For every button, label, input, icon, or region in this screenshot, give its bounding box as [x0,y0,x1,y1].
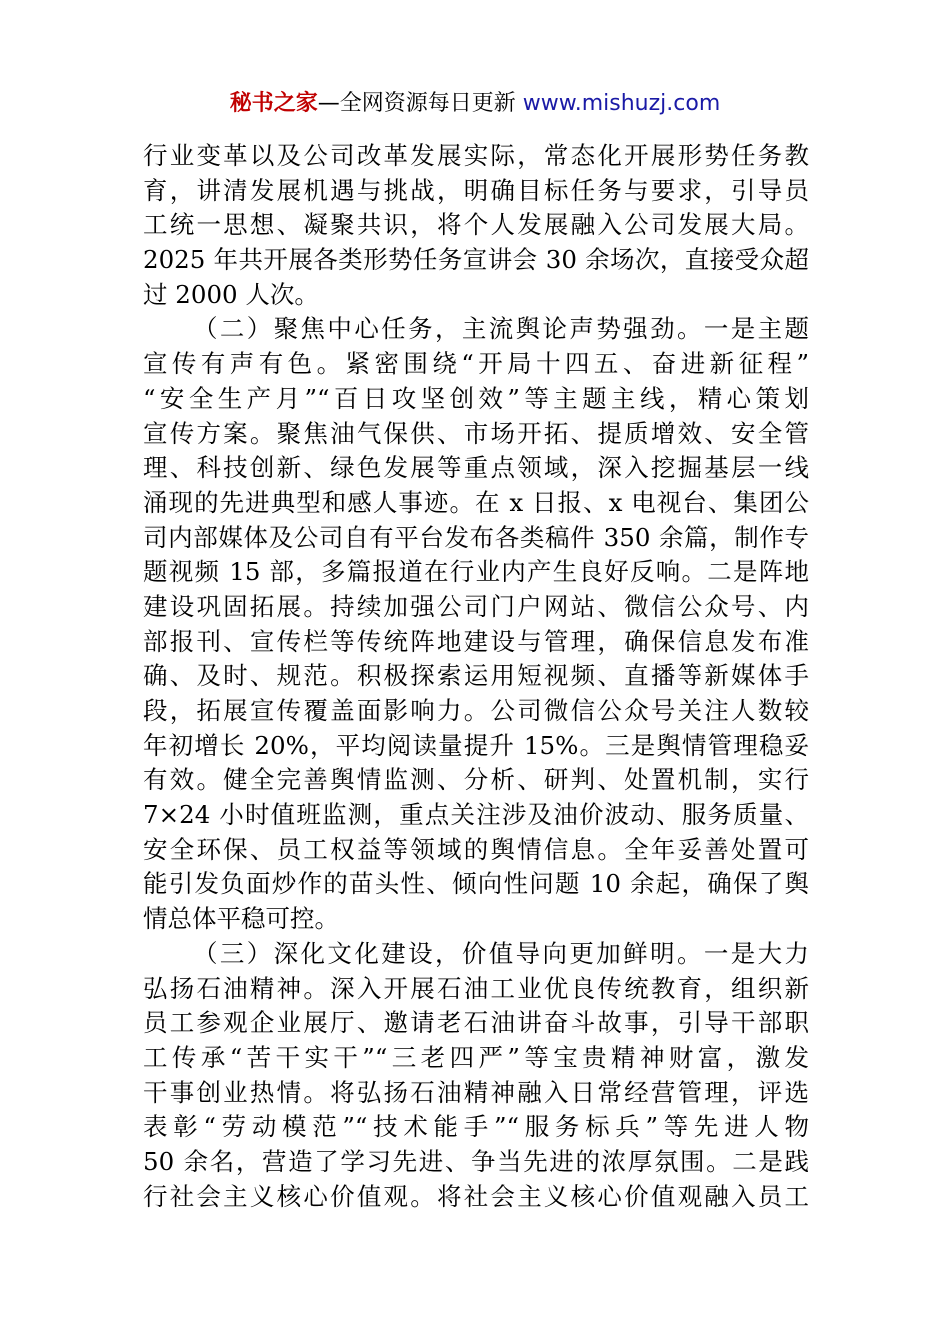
site-url: www.mishuzj.com [522,91,721,116]
text-line: 员工参观企业展厅、邀请老石油讲奋斗故事，引导干部职 [143,1008,809,1038]
text-line: 段，拓展宣传覆盖面影响力。公司微信公众号关注人数较 [143,696,809,725]
paragraph-first-line: （三）深化文化建设，价值导向更加鲜明。一是大力 [193,938,809,968]
site-brand: 秘书之家 [229,91,318,116]
text-line: 宣传有声有色。紧密围绕“开局十四五、奋进新征程” [143,349,809,379]
text-line: 行业变革以及公司改革发展实际，常态化开展形势任务教 [143,141,809,170]
text-line: 能引发负面炒作的苗头性、倾向性问题 10 余起，确保了舆 [143,869,809,899]
text-line: 年初增长 20%，平均阅读量提升 15%。三是舆情管理稳妥 [143,730,809,760]
text-line: 司内部媒体及公司自有平台发布各类稿件 350 余篇，制作专 [143,522,809,552]
text-line: 建设巩固拓展。持续加强公司门户网站、微信公众号、内 [143,591,809,621]
document-body [143,139,809,1214]
text-line: 7×24 小时值班监测，重点关注涉及油价波动、服务质量、 [143,800,809,830]
text-line: 工传承“苦干实干”“三老四严”等宝贵精神财富，激发 [143,1042,809,1072]
text-line: 宣传方案。聚焦油气保供、市场开拓、提质增效、安全管 [143,418,809,448]
site-slogan: 全网资源每日更新 [339,91,516,116]
text-line: 理、科技创新、绿色发展等重点领域，深入挖掘基层一线 [143,453,809,483]
text-line: 工统一思想、凝聚共识，将个人发展融入公司发展大局。 [143,210,809,240]
text-line: 育，讲清发展机遇与挑战，明确目标任务与要求，引导员 [143,175,809,205]
header-dash: — [317,91,340,116]
text-line: 过 2000 人次。 [143,279,319,309]
text-line: 情总体平稳可控。 [143,904,339,934]
text-line: 弘扬石油精神。深入开展石油工业优良传统教育，组织新 [143,973,809,1003]
text-line: 2025 年共开展各类形势任务宣讲会 30 余场次，直接受众超 [143,245,809,275]
text-line: 干事创业热情。将弘扬石油精神融入日常经营管理，评选 [143,1077,809,1107]
text-line: 题视频 15 部，多篇报道在行业内产生良好反响。二是阵地 [143,557,809,587]
paragraph-first-line: （二）聚焦中心任务，主流舆论声势强劲。一是主题 [193,314,809,344]
text-line: 确、及时、规范。积极探索运用短视频、直播等新媒体手 [143,661,809,691]
site-header [0,86,950,122]
text-line: 涌现的先进典型和感人事迹。在 x 日报、x 电视台、集团公 [143,487,809,517]
text-line: 安全环保、员工权益等领域的舆情信息。全年妥善处置可 [143,834,809,864]
text-line: 有效。健全完善舆情监测、分析、研判、处置机制，实行 [143,765,809,795]
text-line: 50 余名，营造了学习先进、争当先进的浓厚氛围。二是践 [143,1146,809,1176]
text-line: 表彰“劳动模范”“技术能手”“服务标兵”等先进人物 [143,1112,809,1142]
text-line: “安全生产月”“百日攻坚创效”等主题主线，精心策划 [143,383,809,413]
text-line: 行社会主义核心价值观。将社会主义核心价值观融入员工 [143,1181,809,1211]
text-line: 部报刊、宣传栏等传统阵地建设与管理，确保信息发布准 [143,626,809,656]
